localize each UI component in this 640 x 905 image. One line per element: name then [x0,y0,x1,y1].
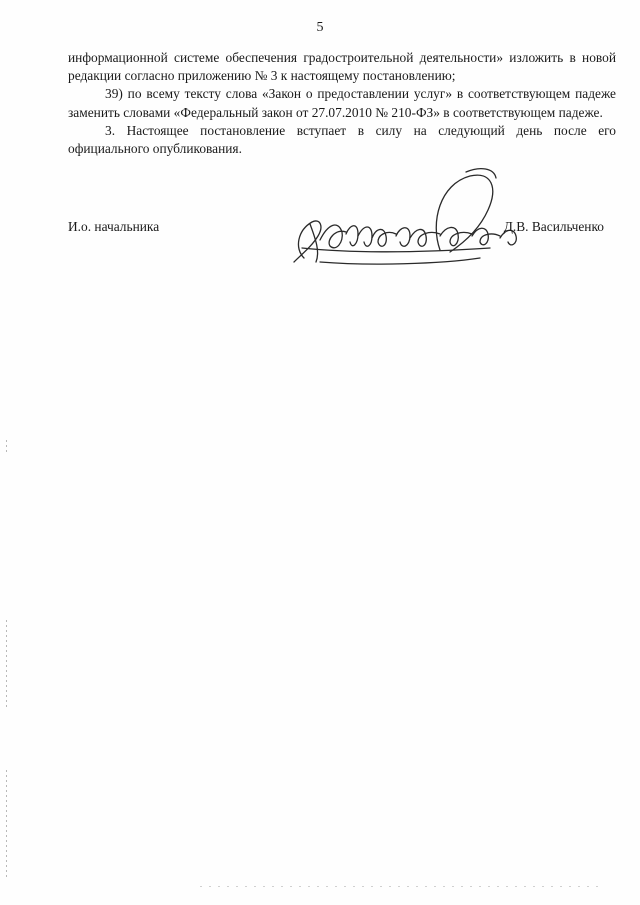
signatory-name: Д.В. Васильченко [503,219,604,234]
paragraph-item-39: 39) по всему тексту слова «Закон о предоставлении услуг» в соответствующем падеже заменить словами «Федеральный закон от 27.07.2010 № 210-ФЗ» в соответствующем падеже. [68,86,616,120]
scan-artifact [6,770,7,880]
scan-artifact [6,620,7,710]
paragraph-continuation: информационной системе обеспечения градостроительной деятельности» изложить в новой редакции согласно приложению № 3 к настоящему постановлению; [68,50,616,84]
paragraph-item-3: 3. Настоящее постановление вступает в силу на следующий день после его официального опубликования. [68,122,616,157]
signatory-position: И.о. начальника [68,219,160,234]
scan-artifact [200,886,600,887]
document-body [68,49,616,158]
scan-artifact [6,440,7,452]
signature-block [68,212,616,272]
handwritten-signature [280,162,550,272]
page-number: 5 [316,20,324,35]
